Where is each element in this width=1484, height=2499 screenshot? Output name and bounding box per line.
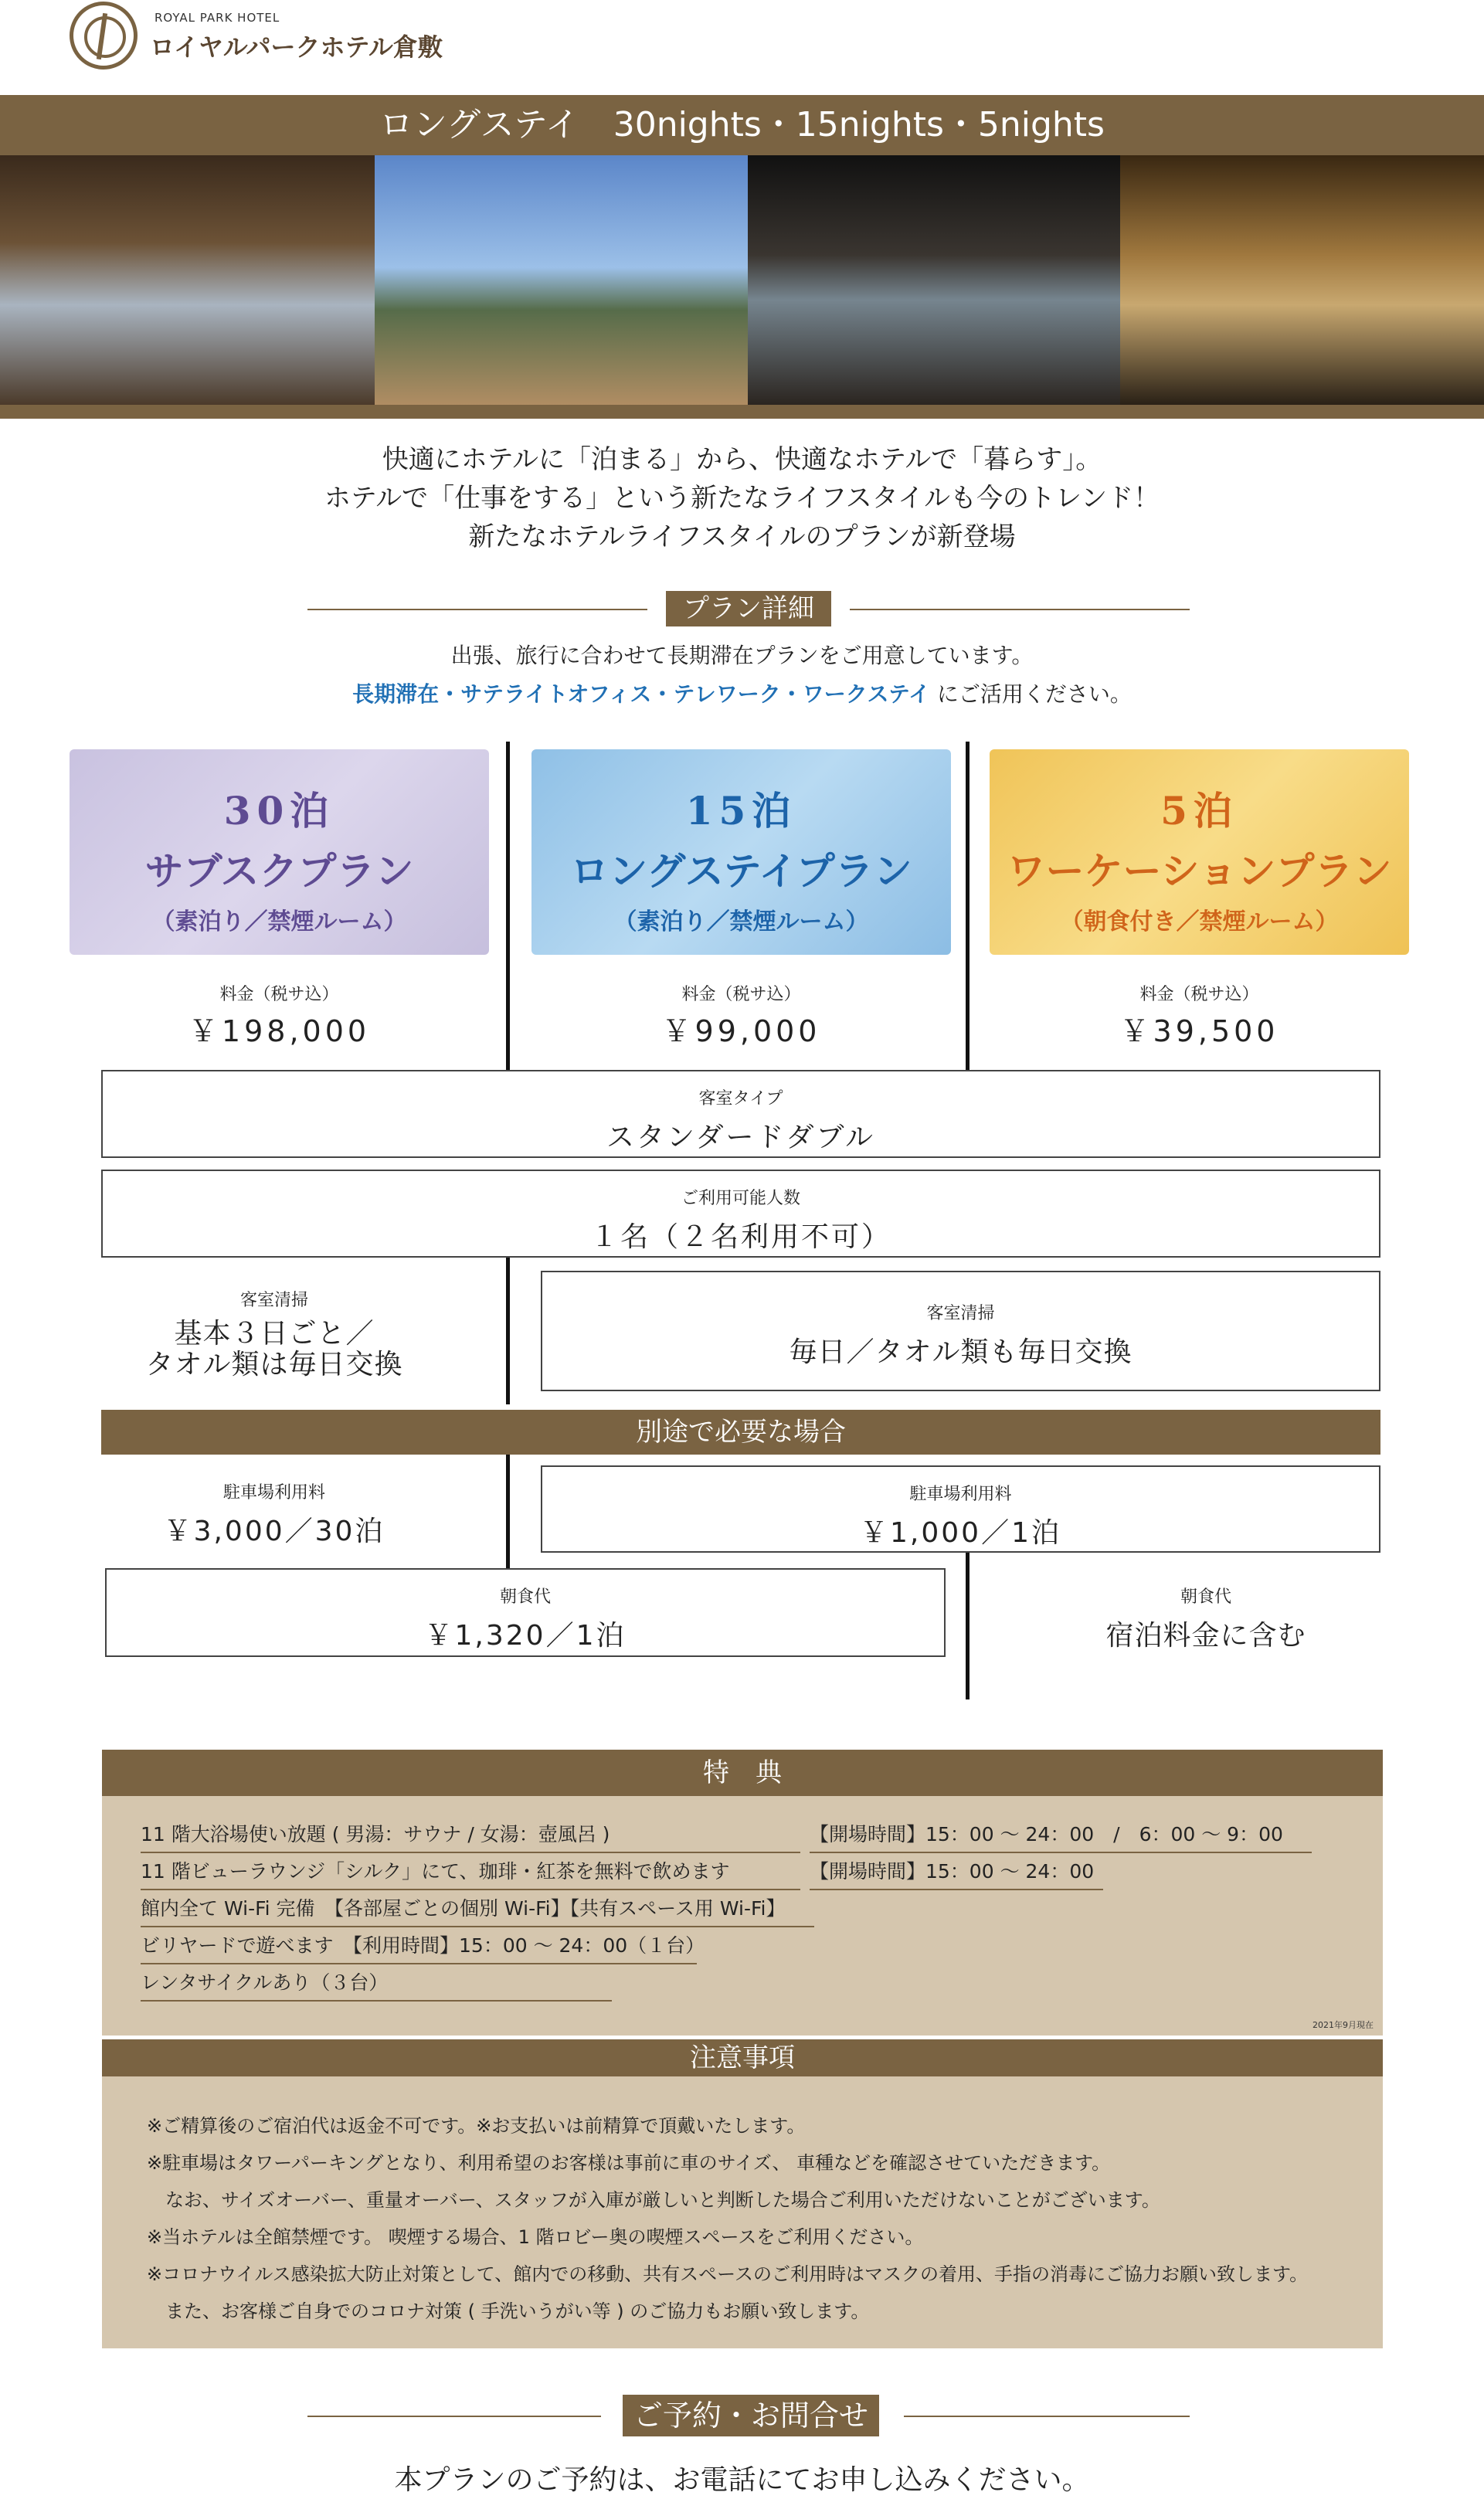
column-divider — [966, 1553, 970, 1699]
price-15-nights: ￥99,000 — [661, 1014, 821, 1048]
extra-heading: 別途で必要な場合 — [101, 1410, 1380, 1455]
plan-detail-title: プラン詳細 — [666, 591, 831, 626]
heading-line-left — [307, 2416, 601, 2417]
heading-line-right — [850, 609, 1190, 610]
price-5-nights: ￥39,500 — [1119, 1014, 1279, 1048]
intro-line-2: ホテルで「仕事をする」という新たなライフスタイルも今のトレンド！ — [324, 483, 1160, 514]
plan-card-30-nights — [70, 749, 489, 955]
column-divider — [506, 742, 510, 1070]
breakfast-label: 朝食代 — [1180, 1587, 1231, 1607]
parking-30-nights — [70, 1479, 479, 1549]
column-divider — [966, 742, 970, 1070]
usage-highlight: 長期滞在・サテライトオフィス・テレワーク・ワークステイ — [352, 681, 930, 707]
hotel-logo — [70, 0, 456, 77]
plan-name: サブスクプラン — [144, 848, 414, 894]
usage-tail: にご活用ください。 — [936, 681, 1132, 707]
plan-card-15-nights — [531, 749, 951, 955]
intro-line-1: 快適にホテルに「泊まる」から、快適なホテルで「暮らす」。 — [382, 444, 1102, 475]
breakfast-value: 宿泊料金に含む — [1105, 1620, 1306, 1652]
benefits-heading: 特 典 — [102, 1750, 1383, 1796]
benefit-hours: 【開場時間】15：00 ～ 24：00 — [810, 1856, 1103, 1890]
lounge-photo — [0, 155, 375, 405]
hotel-emblem-icon — [70, 2, 138, 70]
benefit-item: 11 階ビューラウンジ「シルク」にて、珈琲・紅茶を無料で飲めます — [141, 1856, 800, 1890]
cleaning-label: 客室清掃 — [239, 1291, 308, 1310]
heading-line-right — [904, 2416, 1190, 2417]
capacity-label: ご利用可能人数 — [681, 1189, 800, 1208]
parking-label: 駐車場利用料 — [222, 1483, 325, 1502]
parking-value: ￥1,000／1泊 — [860, 1517, 1061, 1549]
intro-text — [0, 440, 1484, 556]
intro-line-3: 新たなホテルライフスタイルのプランが新登場 — [468, 521, 1016, 552]
note-item: ※駐車場はタワーパーキングとなり、利用希望のお客様は事前に車のサイズ、 車種などを確認させていただきます。 — [147, 2152, 1111, 2174]
benefit-date-note: 2021年9月現在 — [1313, 2020, 1374, 2030]
benefits-panel — [102, 1796, 1383, 2036]
parking-label: 駐車場利用料 — [909, 1485, 1012, 1504]
cleaning-value-line-2: タオル類は毎日交換 — [145, 1349, 403, 1380]
contact-heading — [0, 2395, 1484, 2436]
note-item: ※ご精算後のご宿泊代は返金不可です。※お支払いは前精算で頂戴いたします。 — [147, 2115, 806, 2137]
benefit-item: 11 階大浴場使い放題 ( 男湯：サウナ / 女湯：壺風呂 ) — [141, 1819, 800, 1853]
billiard-room-photo — [748, 155, 1120, 405]
plan-nights: 5泊 — [1160, 788, 1238, 834]
room-type-value: スタンダードダブル — [606, 1122, 876, 1153]
benefit-item: レンタサイクルあり（３台） — [141, 1968, 612, 2002]
price-label: 料金（税サ込） — [1139, 985, 1259, 1004]
plan-card-5-nights — [990, 749, 1409, 955]
column-divider — [506, 1258, 510, 1404]
notes-heading: 注意事項 — [102, 2039, 1383, 2076]
bath-photo — [1120, 155, 1484, 405]
cleaning-label: 客室清掃 — [926, 1304, 995, 1323]
logo-english: ROYAL PARK HOTEL — [155, 11, 280, 25]
note-item: ※コロナウイルス感染拡大防止対策として、館内での移動、共有スペースのご利用時はマスクの着用、手指の消毒にご協力お願い致します。 — [147, 2263, 1309, 2285]
room-type-box — [101, 1070, 1380, 1158]
capacity-value: １名（２名利用不可） — [589, 1221, 891, 1253]
parking-box — [541, 1465, 1380, 1553]
price-label: 料金（税サ込） — [219, 985, 339, 1004]
benefit-hours: 【開場時間】15：00 ～ 24：00 / 6：00 ～ 9：00 — [810, 1819, 1312, 1853]
capacity-box — [101, 1170, 1380, 1258]
plan-nights: 30泊 — [223, 788, 335, 834]
cleaning-value: 毎日／タオル類も毎日交換 — [789, 1336, 1133, 1368]
plan-description-line-1: 出張、旅行に合わせて長期滞在プランをご用意しています。 — [450, 643, 1034, 668]
cleaning-box — [541, 1271, 1380, 1391]
cleaning-value-line-1: 基本３日ごと／ — [174, 1318, 375, 1350]
contact-text: 本プランのご予約は、お電話にてお申し込みください。 — [394, 2464, 1090, 2496]
price-label: 料金（税サ込） — [681, 985, 801, 1004]
terrace-photo — [375, 155, 748, 405]
contact-title: ご予約・お問合せ — [623, 2395, 879, 2436]
plan-name: ロングステイプラン — [570, 848, 912, 894]
benefit-item: 館内全て Wi-Fi 完備 【各部屋ごとの個別 Wi-Fi】【共有スペース用 Wi-Fi】 — [141, 1893, 814, 1927]
plan-note: （素泊り／禁煙ルーム） — [613, 908, 869, 935]
breakfast-label: 朝食代 — [499, 1587, 551, 1607]
breakfast-value: ￥1,320／1泊 — [424, 1620, 627, 1652]
plan-name: ワーケーションプラン — [1007, 848, 1392, 894]
benefit-item: ビリヤードで遊べます 【利用時間】15：00 ～ 24：00（１台） — [141, 1930, 697, 1964]
note-item: なお、サイズオーバー、重量オーバー、スタッフが入庫が厳しいと判断した場合ご利用いただけないことがございます。 — [147, 2189, 1160, 2211]
heading-line-left — [307, 609, 647, 610]
divider-strip — [0, 405, 1484, 419]
plan-note: （素泊り／禁煙ルーム） — [151, 908, 407, 935]
note-item: ※当ホテルは全館禁煙です。 喫煙する場合、1 階ロビー奥の喫煙スペースをご利用ください。 — [147, 2226, 924, 2248]
plan-note: （朝食付き／禁煙ルーム） — [1060, 908, 1339, 935]
plan-description — [0, 637, 1484, 714]
parking-value: ￥3,000／30泊 — [163, 1516, 385, 1547]
title-banner: ロングステイ 30nights・15nights・5nights — [0, 95, 1484, 155]
room-type-label: 客室タイプ — [698, 1089, 783, 1109]
cleaning-30-nights — [70, 1287, 479, 1380]
breakfast-5-nights — [990, 1584, 1422, 1653]
plan-nights: 15泊 — [685, 788, 797, 834]
plan-detail-heading — [0, 591, 1484, 626]
breakfast-box — [105, 1568, 946, 1657]
photo-strip — [0, 155, 1484, 405]
note-item: また、お客様ご自身でのコロナ対策 ( 手洗いうがい等 ) のご協力もお願い致します。 — [147, 2300, 870, 2322]
notes-panel — [102, 2076, 1383, 2348]
plan-description-line-2 — [0, 675, 1484, 714]
logo-japanese: ロイヤルパークホテル倉敷 — [150, 32, 443, 62]
price-30-nights: ￥198,000 — [188, 1014, 371, 1048]
